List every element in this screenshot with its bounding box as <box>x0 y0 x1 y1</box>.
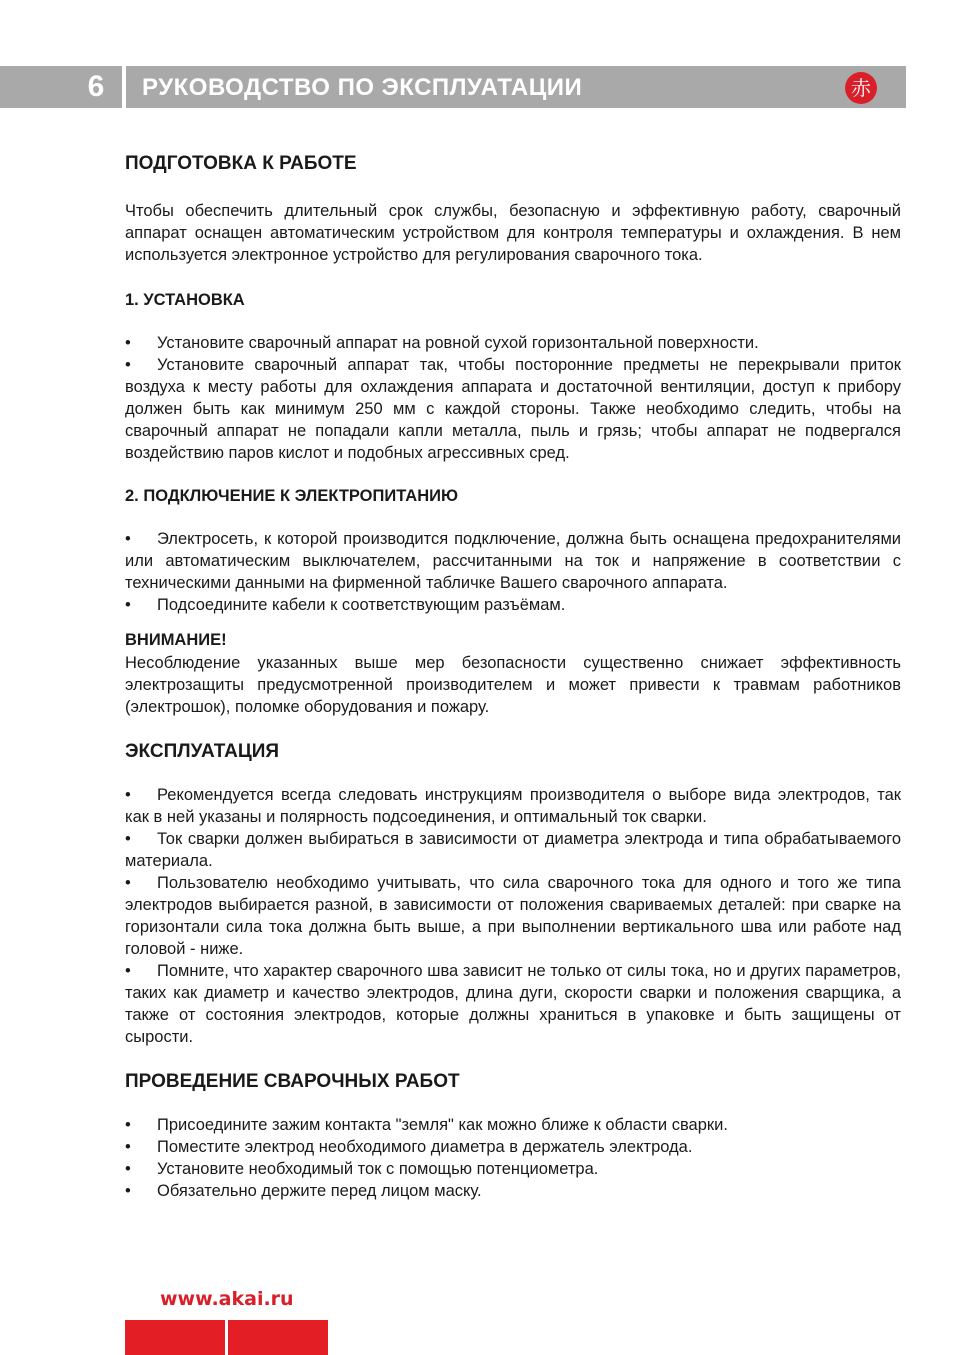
power-item-1: Электросеть, к которой производится подключение, должна быть оснащена предохранителями или автоматическим выключателем, рассчитанными на ток и напряжение в соответствии с техническими данными на фирменной табличке Вашего сварочного аппарата. <box>125 530 901 592</box>
bullet-icon: • <box>125 786 131 804</box>
welding-item-2: Поместите электрод необходимого диаметра в держатель электрода. <box>157 1138 693 1156</box>
welding-item-4: Обязательно держите перед лицом маску. <box>157 1182 482 1200</box>
installation-item-1: Установите сварочный аппарат на ровной сухой горизонтальной поверхности. <box>157 334 759 352</box>
section-title-preparation: ПОДГОТОВКА К РАБОТЕ <box>125 153 357 174</box>
operation-item-2: Ток сварки должен выбираться в зависимости от диаметра электрода и типа обрабатываемого материала. <box>125 830 901 870</box>
footer-url-link[interactable]: www.akai.ru <box>160 1288 294 1310</box>
list-item <box>125 528 901 594</box>
bullet-icon: • <box>125 830 131 848</box>
section-title-operation: ЭКСПЛУАТАЦИЯ <box>125 741 280 762</box>
bullet-icon: • <box>125 1160 131 1178</box>
manual-content <box>125 150 901 1202</box>
section-title-power: 2. ПОДКЛЮЧЕНИЕ К ЭЛЕКТРОПИТАНИЮ <box>125 487 458 505</box>
bullet-icon: • <box>125 530 131 548</box>
bullet-icon: • <box>125 334 131 352</box>
list-item <box>125 1180 901 1202</box>
installation-item-2: Установите сварочный аппарат так, чтобы посторонние предметы не перекрывали приток воздуха к месту работы для охлаждения аппарата и достаточной вентиляции, доступ к прибору должен быть как минимум 250 мм с каждой стороны. Также необходимо следить, чтобы на сварочный аппарат не попадали капли металла, пыль и грязь; чтобы аппарат не подвергался воздействию паров кислот и подобных агрессивных сред. <box>125 356 901 462</box>
section-title-installation: 1. УСТАНОВКА <box>125 291 245 309</box>
bullet-icon: • <box>125 1116 131 1134</box>
list-item <box>125 594 901 616</box>
list-item <box>125 332 901 354</box>
akai-logo-icon: 赤 <box>845 72 877 104</box>
power-item-2: Подсоедините кабели к соответствующим разъёмам. <box>157 596 566 614</box>
section-title-welding: ПРОВЕДЕНИЕ СВАРОЧНЫХ РАБОТ <box>125 1071 460 1092</box>
operation-item-3: Пользователю необходимо учитывать, что сила сварочного тока для одного и того же типа электродов выбирается разной, в зависимости от положения свариваемых деталей: при сварке на горизонтали сила тока должна быть выше, а при выполнении вертикального шва или работе над головой - ниже. <box>125 874 901 958</box>
bullet-icon: • <box>125 1182 131 1200</box>
list-item <box>125 1136 901 1158</box>
list-item <box>125 1114 901 1136</box>
list-item <box>125 960 901 1048</box>
list-item <box>125 872 901 960</box>
operation-item-4: Помните, что характер сварочного шва зависит не только от силы тока, но и других параметров, таких как диаметр и качество электродов, длина дуги, скорости сварки и положения сварщика, а также от состояния электродов, которые должны храниться в упаковке и быть защищены от сырости. <box>125 962 901 1046</box>
bullet-icon: • <box>125 874 131 892</box>
bullet-icon: • <box>125 596 131 614</box>
page-title: РУКОВОДСТВО ПО ЭКСПЛУАТАЦИИ <box>142 74 583 101</box>
warning-text: Несоблюдение указанных выше мер безопасности существенно снижает эффективность электрозащиты предусмотренной производителем и может привести к травмам работников (электрошок), поломке оборудования и пожару. <box>125 654 901 716</box>
list-item <box>125 1158 901 1180</box>
page-number: 6 <box>87 70 105 103</box>
welding-item-1: Присоедините зажим контакта "земля" как можно ближе к области сварки. <box>157 1116 728 1134</box>
operation-item-1: Рекомендуется всегда следовать инструкциям производителя о выборе вида электродов, так как в ней указаны и полярность подсоединения, и оптимальный ток сварки. <box>125 786 901 826</box>
list-item <box>125 354 901 464</box>
bullet-icon: • <box>125 962 131 980</box>
warning-title: ВНИМАНИЕ! <box>125 631 227 649</box>
preparation-intro: Чтобы обеспечить длительный срок службы, безопасную и эффективную работу, сварочный аппарат оснащен автоматическим устройством для контроля температуры и охлаждения. В нем используется электронное устройство для регулирования сварочного тока. <box>125 202 901 264</box>
footer-bar-divider <box>225 1320 228 1355</box>
welding-item-3: Установите необходимый ток с помощью потенциометра. <box>157 1160 599 1178</box>
header-divider <box>122 66 126 108</box>
bullet-icon: • <box>125 1138 131 1156</box>
bullet-icon: • <box>125 356 131 374</box>
list-item <box>125 828 901 872</box>
list-item <box>125 784 901 828</box>
